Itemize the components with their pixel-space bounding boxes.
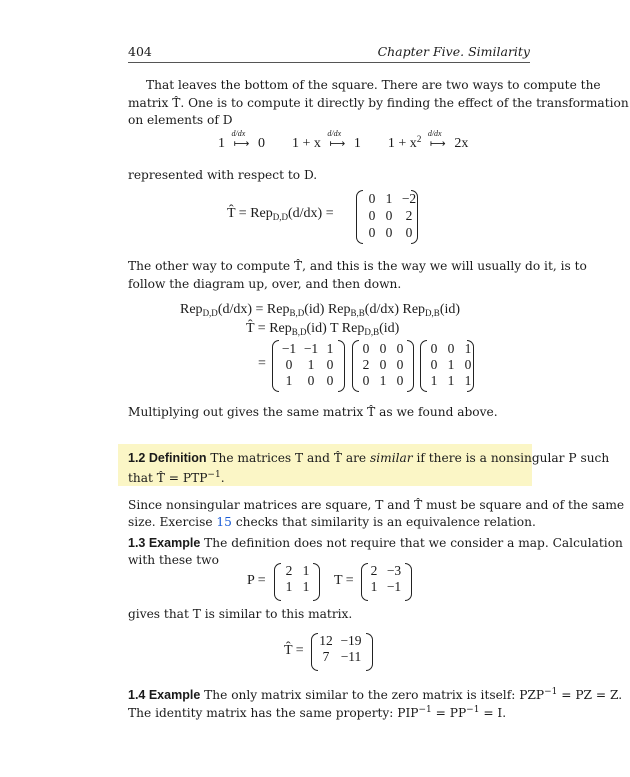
header-rule xyxy=(128,62,530,63)
matrix-cell: 0 xyxy=(464,357,472,372)
matrix-cell: 0 xyxy=(368,225,376,240)
matrix-m2 xyxy=(358,341,408,389)
matrix-cell: −11 xyxy=(340,649,362,664)
chain-r2-a: T̂ = Rep xyxy=(246,321,292,336)
matrix-cell: 1 xyxy=(464,373,472,388)
example14-text1b: = PZ = Z. xyxy=(561,688,623,702)
example14-label: 1.4 Example xyxy=(128,688,201,702)
chain-r1-c: (id) Rep xyxy=(304,302,351,317)
matrix-cell: 1 xyxy=(385,191,393,206)
definition-text2: if there is a nonsingular P such xyxy=(416,451,610,465)
matrix-cell: 0 xyxy=(307,373,315,388)
term2-left: 1 + x xyxy=(292,136,321,151)
page-number: 404 xyxy=(128,44,152,59)
arrow-label: d/dx xyxy=(327,129,342,138)
example14-end: = I. xyxy=(483,706,507,720)
matrix-cell: 0 xyxy=(430,357,438,372)
definition-end: . xyxy=(220,471,225,485)
matrix-cell: 0 xyxy=(326,357,334,372)
maps-to-arrow: ⟼ xyxy=(429,138,446,150)
maps-to-arrow: ⟼ xyxy=(233,138,250,150)
term3-right: 2x xyxy=(454,136,469,151)
right-paren xyxy=(366,633,373,671)
para1-line3: on elements of D xyxy=(128,113,233,127)
term3-sup: 2 xyxy=(416,134,422,144)
example14-sup2: −1 xyxy=(418,705,432,715)
matrix-cell: 0 xyxy=(379,357,387,372)
definition-line1 xyxy=(128,449,609,467)
right-paren xyxy=(313,563,320,601)
matrix-cell: 2 xyxy=(362,357,370,372)
definition-term: similar xyxy=(370,451,413,465)
matrix-cell: 0 xyxy=(430,341,438,356)
para2-line1: The other way to compute T̂, and this is the way we will usually do it, is to xyxy=(128,259,587,273)
matrix-cell: 0 xyxy=(396,373,404,388)
para3-text-a: size. Exercise xyxy=(128,515,213,529)
right-paren xyxy=(411,190,418,244)
arrow-label: d/dx xyxy=(231,129,246,138)
chain-r1-e: (id) xyxy=(439,302,461,317)
chain-r2-c: (id) xyxy=(379,321,400,336)
chain-r1-a: Rep xyxy=(180,302,203,317)
chain-r2-a-sub: B,D xyxy=(291,327,307,337)
matrix-m1 xyxy=(278,341,338,389)
arrow-label: d/dx xyxy=(427,129,442,138)
chain-r2-b-sub: D,B xyxy=(364,327,380,337)
equation-that xyxy=(227,206,334,222)
chain-r1-b: (d/dx) = Rep xyxy=(217,302,290,317)
right-paren xyxy=(338,340,345,392)
arrow-2 xyxy=(324,129,350,152)
t-matrix xyxy=(366,563,406,595)
that-sub: D,D xyxy=(272,212,288,222)
example13-line1 xyxy=(128,534,623,552)
chain-r1-d: (d/dx) Rep xyxy=(364,302,426,317)
para3-line1: Since nonsingular matrices are square, T and T̂ must be square and of the same xyxy=(128,498,625,512)
example14-line2-text: The identity matrix has the same property: PIP xyxy=(128,706,419,720)
t-label: T = xyxy=(334,573,354,588)
exercise-link[interactable]: 15 xyxy=(216,515,232,529)
matrix-cell: 0 xyxy=(447,341,455,356)
example14-sup3: −1 xyxy=(466,705,480,715)
para1-line1: That leaves the bottom of the square. There are two ways to compute the xyxy=(146,78,601,92)
example13-line2: with these two xyxy=(128,553,219,567)
matrix-cell: 0 xyxy=(379,341,387,356)
para2-line2: follow the diagram up, over, and then down. xyxy=(128,277,402,291)
right-paren xyxy=(467,340,474,392)
matrix-cell: 0 xyxy=(405,225,413,240)
matrix-cell: 1 xyxy=(285,373,293,388)
chain-r1-c-sub: B,B xyxy=(350,308,365,318)
matrix-cell: 1 xyxy=(285,579,293,594)
that-lhs: T̂ = Rep xyxy=(227,206,273,221)
chain-r1-b-sub: B,D xyxy=(289,308,305,318)
para3-line2 xyxy=(128,513,536,531)
matrix-cell: 0 xyxy=(396,341,404,356)
term1-left: 1 xyxy=(218,136,225,151)
matrix-cell: 0 xyxy=(326,373,334,388)
matrix-cell: 1 xyxy=(302,563,310,578)
matrix-cell: 0 xyxy=(362,341,370,356)
chapter-title: Chapter Five. Similarity xyxy=(377,44,530,59)
term1-right: 0 xyxy=(258,136,265,151)
arrow-1 xyxy=(229,129,255,152)
matrix-cell: 2 xyxy=(405,208,413,223)
matrix-cell: 2 xyxy=(285,563,293,578)
matrix-cell: 2 xyxy=(370,563,378,578)
matrix-cell: 1 xyxy=(464,341,472,356)
matrix-cell: 1 xyxy=(447,373,455,388)
represented-line: represented with respect to D. xyxy=(128,168,318,182)
that-arg: (d/dx) = xyxy=(288,206,334,221)
definition-text1: The matrices T and T̂ are xyxy=(210,451,367,465)
matrix-cell: −1 xyxy=(386,579,402,594)
matrix-cell: −3 xyxy=(386,563,402,578)
matrix-cell: 1 xyxy=(307,357,315,372)
p-label: P = xyxy=(247,573,266,588)
maps-to-arrow: ⟼ xyxy=(329,138,346,150)
p-matrix xyxy=(280,563,314,595)
definition-eq: that T̂ = PTP xyxy=(128,471,208,485)
matrix-cell: 0 xyxy=(362,373,370,388)
right-paren xyxy=(405,563,412,601)
that-example-matrix xyxy=(316,633,366,665)
arrow-3 xyxy=(425,129,451,152)
matrix-cell: 1 xyxy=(370,579,378,594)
gives-line: gives that T is similar to this matrix. xyxy=(128,607,353,621)
matrix-cell: 0 xyxy=(368,191,376,206)
matrix-cell: −1 xyxy=(281,341,297,356)
chain-row2 xyxy=(246,321,399,337)
example14-line2 xyxy=(128,701,506,722)
matrix-cell: 7 xyxy=(322,649,330,664)
left-paren xyxy=(356,190,363,244)
matrix-cell: 0 xyxy=(285,357,293,372)
term3-left: 1 + x xyxy=(387,136,417,151)
para1-line2: matrix T̂. One is to compute it directly by finding the effect of the transformation xyxy=(128,96,629,110)
equation-derivatives xyxy=(218,129,469,152)
chain-row1 xyxy=(180,302,460,318)
matrix-cell: 12 xyxy=(319,633,333,648)
chain-r2-b: (id) T Rep xyxy=(306,321,365,336)
matrix-cell: −19 xyxy=(340,633,362,648)
example14-sup1: −1 xyxy=(544,687,558,697)
matrix-cell: 1 xyxy=(302,579,310,594)
example14-text1: The only matrix similar to the zero matrix is itself: PZP xyxy=(204,688,545,702)
multiplying-line: Multiplying out gives the same matrix T̂ as we found above. xyxy=(128,405,498,419)
matrix-cell: 0 xyxy=(396,357,404,372)
example14-mid: = PP xyxy=(435,706,467,720)
matrix-cell: 1 xyxy=(430,373,438,388)
chain-r1-a-sub: D,D xyxy=(202,308,218,318)
chain-r1-d-sub: D,B xyxy=(425,308,440,318)
matrix-cell: 1 xyxy=(447,357,455,372)
right-paren xyxy=(407,340,414,392)
matrix-cell: −1 xyxy=(303,341,319,356)
definition-label: 1.2 Definition xyxy=(128,451,207,465)
matrix-cell: −2 xyxy=(401,191,417,206)
matrix-cell: 0 xyxy=(385,225,393,240)
matrix-cell: 1 xyxy=(379,373,387,388)
definition-line2 xyxy=(128,466,225,487)
that-label: T̂ = xyxy=(284,643,304,658)
example13-text1: The definition does not require that we consider a map. Calculation xyxy=(204,536,623,550)
matrix-cell: 0 xyxy=(385,208,393,223)
example13-label: 1.3 Example xyxy=(128,536,201,550)
term2-right: 1 xyxy=(353,136,361,151)
matrix-cell: 1 xyxy=(326,341,334,356)
para3-text-b: checks that similarity is an equivalence relation. xyxy=(235,515,536,529)
definition-sup: −1 xyxy=(207,470,221,480)
matrix-cell: 0 xyxy=(368,208,376,223)
chain-equals: = xyxy=(258,356,266,371)
